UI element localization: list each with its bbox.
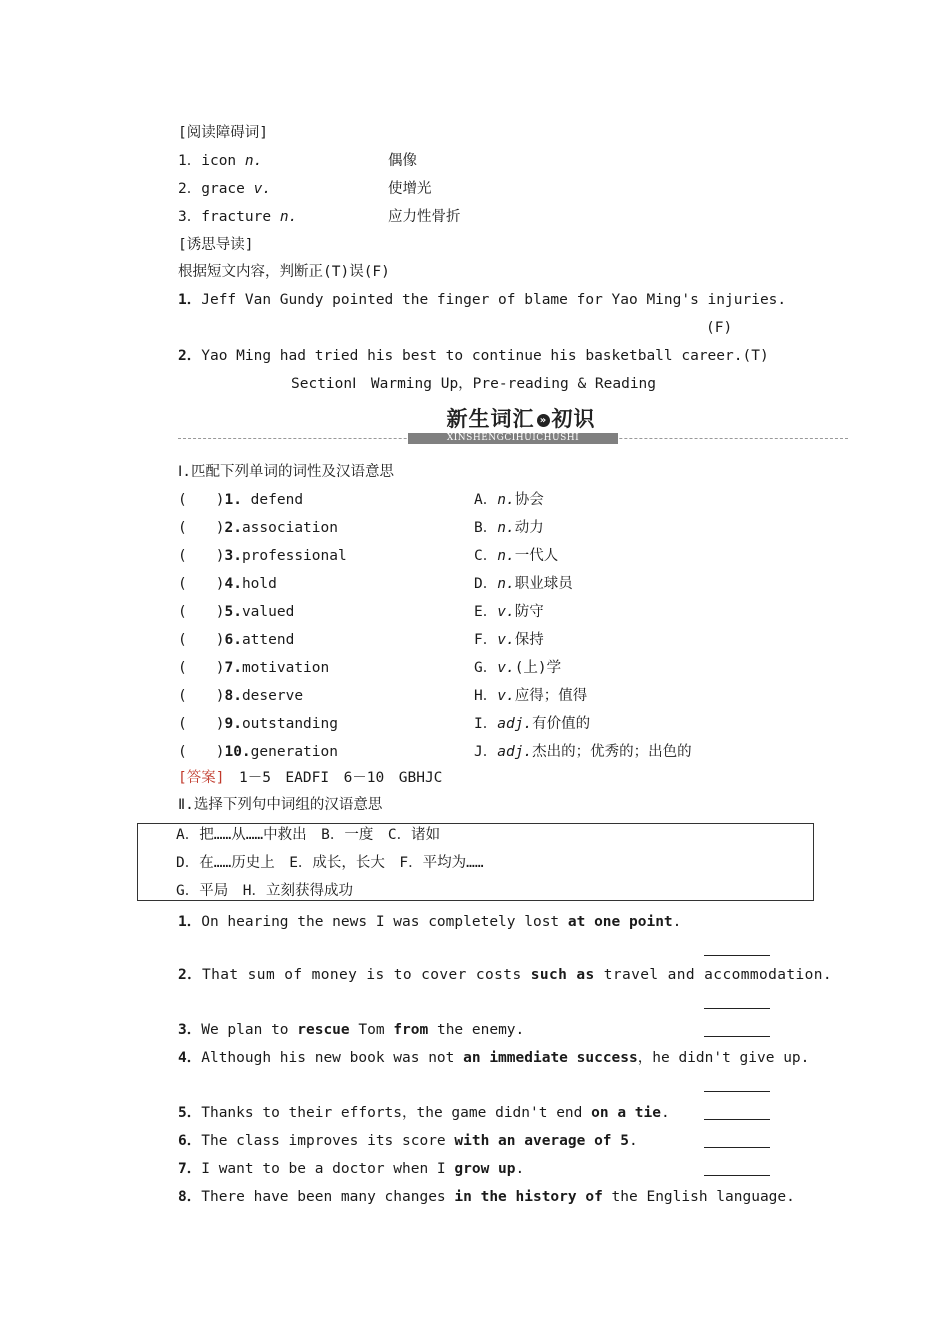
sentence-6: 6．The class improves its score with an average of 5. xyxy=(178,1133,638,1149)
sentence-4: 4．Although his new book was not an immediate success，he didn't give up. xyxy=(178,1050,810,1066)
answer-blank[interactable] xyxy=(704,1175,770,1176)
guide-instruction: 根据短文内容，判断正(T)误(F) xyxy=(178,264,390,280)
options-line: D．在……历史上 E．成长，长大 F．平均为…… xyxy=(176,855,484,871)
sentence-1: 1．On hearing the news I was completely lost at one point. xyxy=(178,914,682,930)
vocab-meaning: 偶像 xyxy=(388,153,417,169)
answer-blank[interactable] xyxy=(704,955,770,956)
vocab-item: 3．fracture n. xyxy=(178,209,298,225)
options-line: G．平局 H．立刻获得成功 xyxy=(176,883,353,899)
banner-subtitle: XINSHENGCIHUICHUSHI xyxy=(408,433,618,444)
sentence-2: 2．That sum of money is to cover costs such as travel and accommodation. xyxy=(178,967,832,983)
vocab-meaning: 应力性骨折 xyxy=(388,209,461,225)
answer-blank[interactable] xyxy=(704,1036,770,1037)
part1-heading: Ⅰ.匹配下列单词的词性及汉语意思 xyxy=(178,464,395,480)
answer-blank[interactable] xyxy=(704,1008,770,1009)
sentence-7: 7．I want to be a doctor when I grow up. xyxy=(178,1161,525,1177)
sentence-3: 3．We plan to rescue Tom from the enemy. xyxy=(178,1022,525,1038)
guide-question-1: 1．Jeff Van Gundy pointed the finger of blame for Yao Ming's injuries. xyxy=(178,292,787,308)
banner-title: 新生词汇 » 初识 xyxy=(446,407,596,431)
guide-question-2: 2．Yao Ming had tried his best to continue his basketball career.(T) xyxy=(178,348,769,364)
options-line: A．把……从……中救出 B．一度 C．诸如 xyxy=(176,827,441,843)
answer-blank[interactable] xyxy=(704,1091,770,1092)
vocab-heading: [阅读障碍词] xyxy=(178,125,268,141)
vocab-meaning: 使增光 xyxy=(388,181,432,197)
guide-answer-1: (F) xyxy=(706,320,733,336)
part2-heading: Ⅱ.选择下列句中词组的汉语意思 xyxy=(178,797,383,813)
answer-blank[interactable] xyxy=(704,1147,770,1148)
vocab-item: 2．grace v. xyxy=(178,181,272,197)
guide-heading: [诱思导读] xyxy=(178,237,254,253)
sentence-8: 8．There have been many changes in the history of the English language. xyxy=(178,1189,795,1205)
section-title: SectionⅠ Warming Up，Pre-reading & Reading xyxy=(291,376,657,392)
vocab-item: 1．icon n. xyxy=(178,153,263,169)
chevron-right-icon: » xyxy=(537,414,550,427)
sentence-5: 5．Thanks to their efforts，the game didn't end on a tie. xyxy=(178,1105,670,1121)
section-banner xyxy=(178,404,848,446)
answer-label: [答案] xyxy=(178,770,225,786)
answer-line: [答案] 1－5 EADFI 6－10 GBHJC xyxy=(178,770,443,786)
answer-blank[interactable] xyxy=(704,1119,770,1120)
